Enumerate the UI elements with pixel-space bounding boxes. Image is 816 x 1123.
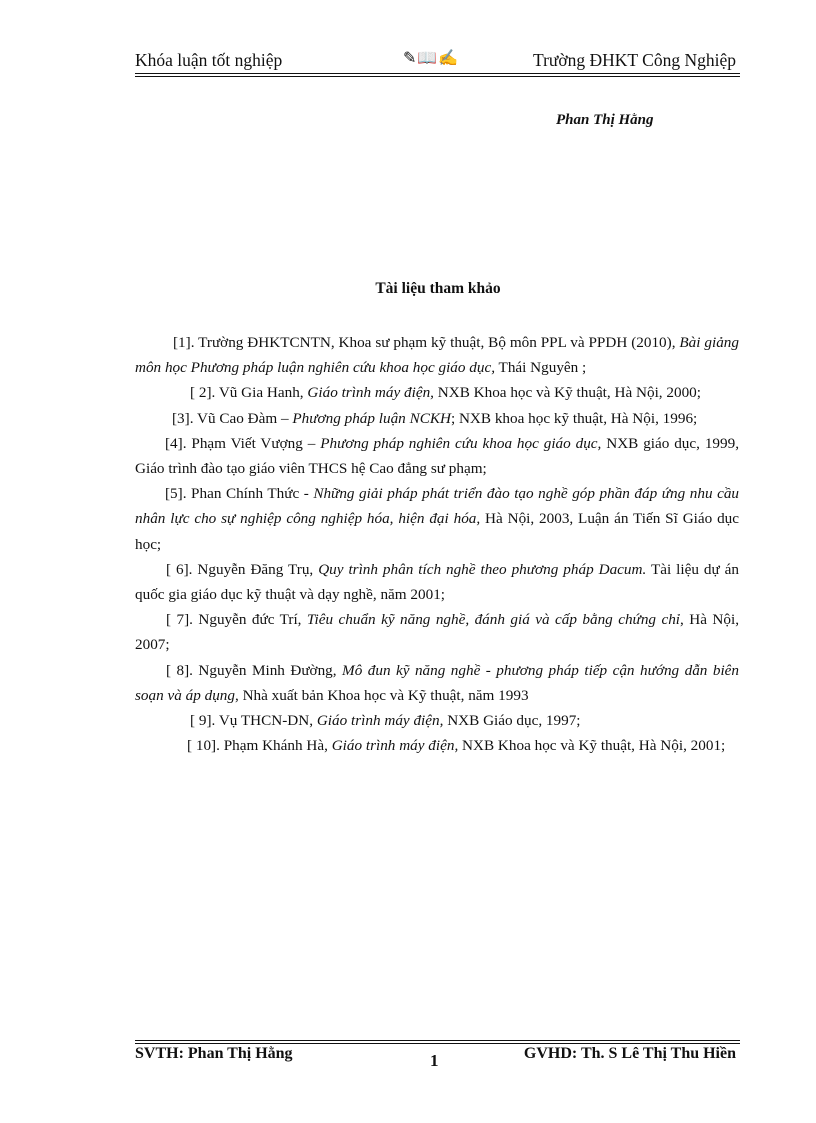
reference-item: [ 6]. Nguyễn Đăng Trụ, Quy trình phân tích nghề theo phương pháp Dacum. Tài liệu dự án quốc gia giáo dục kỹ thuật và dạy nghề, năm 2001;	[135, 560, 739, 604]
header-left-text: Khóa luận tốt nghiệp	[135, 50, 283, 70]
header-ornament-icon: ✎📖✍	[403, 50, 460, 67]
reference-item: [ 7]. Nguyễn đức Trí, Tiêu chuẩn kỹ năng nghề, đánh giá và cấp bằng chứng chỉ, Hà Nội, 2007;	[135, 611, 740, 654]
header-rule-thick	[135, 73, 740, 74]
reference-item: [5]. Phan Chính Thức - Những giải pháp phát triển đào tạo nghề góp phần đáp ứng nhu cầu nhân lực cho sự nghiệp công nghiệp hóa, hiện đại hóa, Hà Nội, 2003, Luận án Tiến Sĩ Giáo dục học;	[135, 485, 740, 553]
footer-student: SVTH: Phan Thị Hằng	[135, 1045, 293, 1062]
author-name: Phan Thị Hằng	[556, 112, 654, 128]
footer-rule-thin	[135, 1040, 740, 1041]
page-title: Tài liệu tham khảo	[375, 280, 501, 297]
page-footer	[135, 1045, 740, 1075]
page-number: 1	[430, 1051, 439, 1070]
reference-item: [ 2]. Vũ Gia Hanh, Giáo trình máy điện, NXB Khoa học và Kỹ thuật, Hà Nội, 2000;	[190, 384, 701, 402]
reference-item: [ 9]. Vụ THCN-DN, Giáo trình máy điện, NXB Giáo dục, 1997;	[190, 712, 581, 730]
reference-item: [ 10]. Phạm Khánh Hà, Giáo trình máy điện, NXB Khoa học và Kỹ thuật, Hà Nội, 2001;	[187, 737, 726, 755]
reference-item: [4]. Phạm Viết Vượng – Phương pháp nghiên cứu khoa học giáo dục, NXB giáo dục, 1999, Giáo trình đào tạo giáo viên THCS hệ Cao đẳng sư phạm;	[135, 434, 739, 478]
reference-item: [ 8]. Nguyễn Minh Đường, Mô đun kỹ năng nghề - phương pháp tiếp cận hướng dẫn biên soạn và áp dụng, Nhà xuất bản Khoa học và Kỹ thuật, năm 1993	[135, 661, 740, 704]
reference-item: [1]. Trường ĐHKTCNTN, Khoa sư phạm kỹ thuật, Bộ môn PPL và PPDH (2010), Bài giảng môn học Phương pháp luận nghiên cứu khoa học giáo dục, Thái Nguyên ;	[135, 334, 739, 377]
footer-rule-thick	[135, 1043, 740, 1044]
header-right-text: Trường ĐHKT Công Nghiệp	[533, 50, 736, 70]
reference-list	[135, 330, 739, 758]
footer-advisor: GVHD: Th. S Lê Thị Thu Hiền	[523, 1045, 736, 1062]
reference-item: [3]. Vũ Cao Đàm – Phương pháp luận NCKH; NXB khoa học kỹ thuật, Hà Nội, 1996;	[172, 409, 698, 427]
page-header	[135, 48, 740, 74]
header-rule-thin	[135, 76, 740, 77]
